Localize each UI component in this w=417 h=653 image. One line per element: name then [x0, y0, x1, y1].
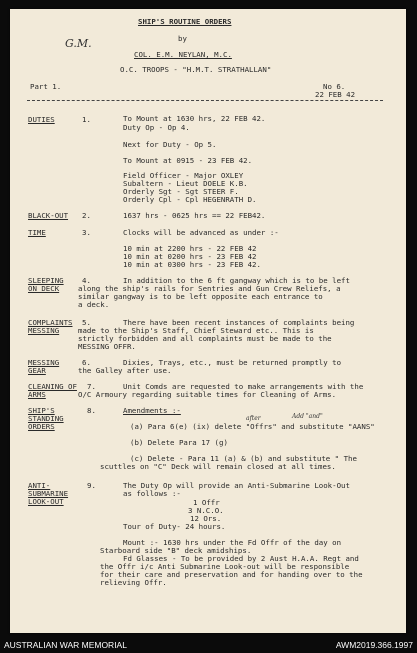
amendment-c: scuttles on "C" Deck will remain closed at all times. [100, 462, 336, 471]
footer-institution: AUSTRALIAN WAR MEMORIAL [4, 640, 127, 650]
duties-line: To Mount at 1630 hrs, 22 FEB 42. [123, 114, 266, 123]
blackout-text: 1637 hrs - 0625 hrs == 22 FEB42. [123, 211, 266, 220]
amendment-a: (a) Para 6(e) (ix) delete "Offrs" and substitute "AANS" [130, 422, 375, 431]
section-number: 8. [87, 406, 96, 415]
section-label-standing-2: STANDING [28, 414, 64, 423]
section-number: 4. [82, 276, 91, 285]
duty-officer-line: Orderly Sgt - Sgt STEER F. [123, 187, 239, 196]
time-line: 10 min at 0300 hrs - 23 FEB 42. [123, 260, 261, 269]
section-label-messing-gear-2: GEAR [28, 366, 46, 375]
section-label-standing: SHIP'S [28, 406, 55, 415]
section-label-cleaning: CLEANING OF [28, 382, 77, 391]
complaints-line: made to the Ship's Staff, Chief Steward etc.. This is [78, 326, 314, 335]
section-label-antisub-3: LOOK-OUT [28, 497, 64, 506]
section-number: 2. [82, 211, 91, 220]
duties-line: Next for Duty - Op 5. [123, 140, 217, 149]
document-page [10, 9, 406, 633]
time-intro: Clocks will be advanced as under :- [123, 228, 279, 237]
time-line: 10 min at 2200 hrs - 22 FEB 42 [123, 244, 257, 253]
section-number: 3. [82, 228, 91, 237]
antisub-item: 3 N.C.O. [188, 506, 224, 515]
antisub-item: 12 Ors. [190, 514, 222, 523]
author-name: COL. E.M. NEYLAN, M.C. [134, 50, 232, 59]
section-label-complaints-2: MESSING [28, 326, 60, 335]
complaints-line: There have been recent instances of complaints being [123, 318, 355, 327]
antisub-glasses: relieving Offr. [100, 578, 167, 587]
section-label-messing-gear: MESSING [28, 358, 60, 367]
duty-officer-line: Orderly Cpl - Cpl HEGENRATH D. [123, 195, 257, 204]
section-number: 5. [82, 318, 91, 327]
antisub-glasses: for their care and preservation and for handing over to the [100, 570, 363, 579]
antisub-intro: as follows :- [123, 489, 181, 498]
duties-line: To Mount at 0915 - 23 FEB 42. [123, 156, 253, 165]
antisub-mount: Starboard side "B" deck amidships. [100, 546, 252, 555]
section-label-sleeping: SLEEPING [28, 276, 64, 285]
section-number: 6. [82, 358, 91, 367]
section-number: 1. [82, 115, 91, 124]
duties-line: Duty Op - Op 4. [123, 123, 190, 132]
antisub-glasses: the Offr i/c Anti Submarine Look-out will be responsible [100, 562, 350, 571]
section-label-cleaning-2: ARMS [28, 390, 46, 399]
sleeping-line: a deck. [78, 300, 110, 309]
messing-gear-line: Dixies, Trays, etc., must be returned promptly to [123, 358, 342, 367]
amendment-c: (c) Delete - Para 11 (a) & (b) and substitute " The [130, 454, 357, 463]
messing-gear-line: the Galley after use. [78, 366, 172, 375]
antisub-intro: The Duty Op will provide an Anti-Submarine Look-Out [123, 481, 350, 490]
document-title: SHIP'S ROUTINE ORDERS [138, 17, 232, 26]
section-number: 9. [87, 481, 96, 490]
author-role: O.C. TROOPS - "H.M.T. STRATHALLAN" [120, 65, 272, 74]
antisub-item: 1 Offr [193, 498, 220, 507]
sleeping-line: In addition to the 6 ft gangway which is to be left [123, 276, 350, 285]
section-number: 7. [87, 382, 96, 391]
sleeping-line: along the ship's rails for Sentries and Gun Crew Reliefs, a [78, 284, 341, 293]
duty-officer-line: Field Officer - Major OXLEY [123, 171, 244, 180]
cleaning-line: Unit Comds are requested to make arrangements with the [123, 382, 364, 391]
sleeping-line: similar gangway is to be left opposite each entrance to [78, 292, 323, 301]
antisub-mount: Mount :- 1630 hrs under the Fd Offr of the day on [123, 538, 342, 547]
section-label-sleeping-2: ON DECK [28, 284, 60, 293]
time-line: 10 min at 0200 hrs - 23 FEB 42 [123, 252, 257, 261]
complaints-line: strictly forbidden and all complaints must be made to the [78, 334, 332, 343]
order-date: 22 FEB 42 [315, 90, 356, 99]
section-label-blackout: BLACK-OUT [28, 211, 69, 220]
archive-footer [0, 637, 417, 653]
section-label-antisub: ANTI- [28, 481, 51, 490]
complaints-line: MESSING OFFR. [78, 342, 136, 351]
handwritten-note-after: after [246, 415, 261, 422]
amendments-heading: Amendments :- [123, 406, 181, 415]
handwritten-note-and: Add "and" [292, 413, 323, 420]
footer-accession-number: AWM2019.366.1997 [335, 640, 413, 650]
handwritten-initials: G.M. [65, 37, 92, 50]
antisub-glasses: Fd Glasses - To be provided by 2 Aust H.A.A. Regt and [123, 554, 359, 563]
duty-officer-line: Subaltern - Lieut DOELE K.B. [123, 179, 248, 188]
order-number: No 6. [323, 82, 346, 91]
section-label-time: TIME [28, 228, 46, 237]
by-line: by [178, 34, 187, 43]
header-rule [27, 100, 383, 101]
section-label-standing-3: ORDERS [28, 422, 55, 431]
part-label: Part 1. [30, 82, 62, 91]
section-label-duties: DUTIES [28, 115, 55, 124]
section-label-complaints: COMPLAINTS [28, 318, 73, 327]
cleaning-line: O/C Armoury regarding suitable times for Cleaning of Arms. [78, 390, 337, 399]
amendment-b: (b) Delete Para 17 (g) [130, 438, 228, 447]
antisub-tour: Tour of Duty- 24 hours. [123, 522, 226, 531]
section-label-antisub-2: SUBMARINE [28, 489, 69, 498]
